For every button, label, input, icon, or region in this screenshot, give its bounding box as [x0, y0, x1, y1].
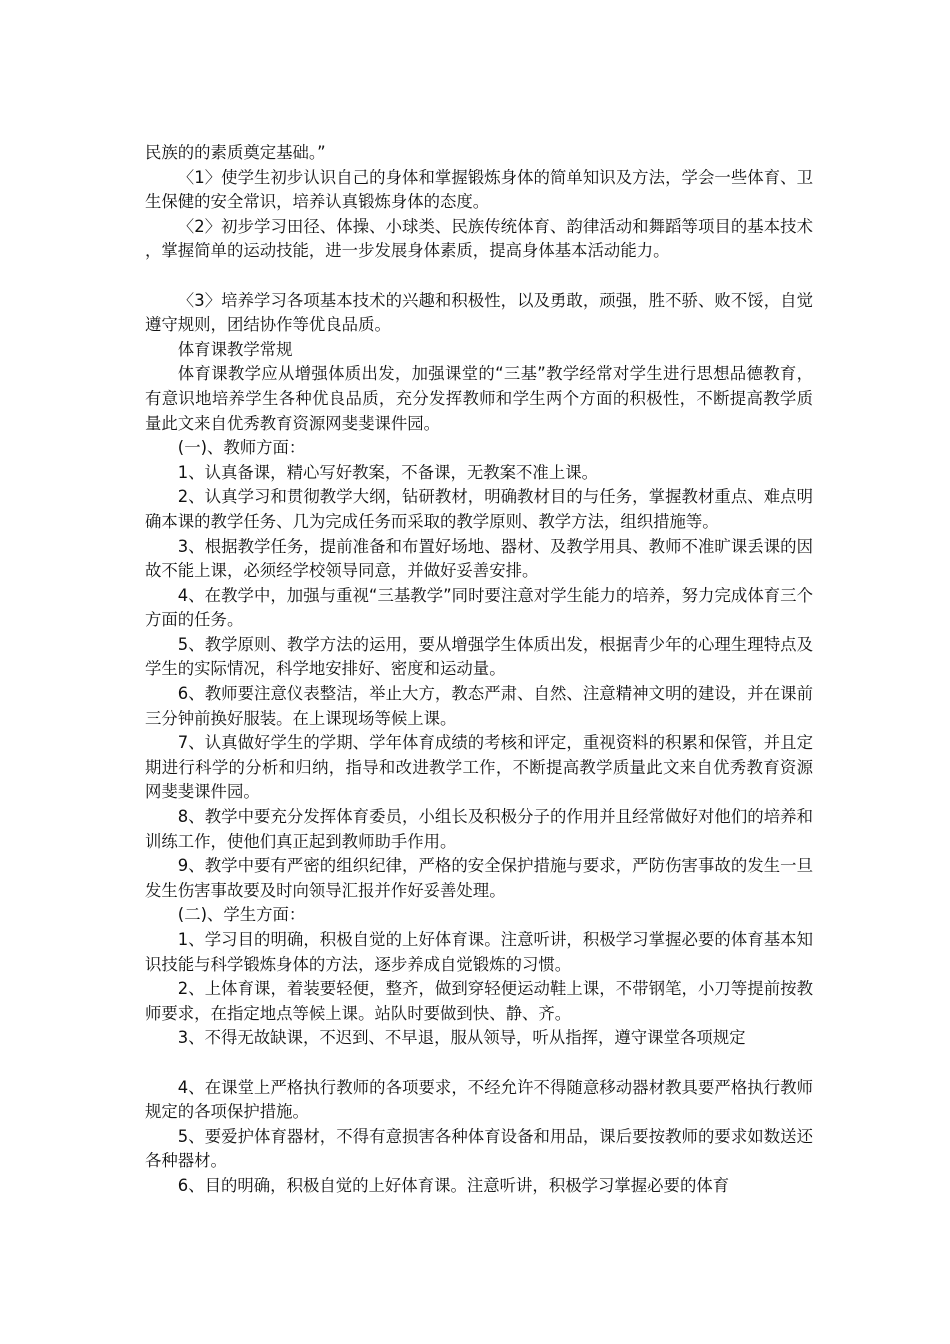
teacher-item-7: 7、认真做好学生的学期、学年体育成绩的考核和评定，重视资料的积累和保管，并且定期进行科学的分析和归纳，指导和改进教学工作，不断提高教学质量此文来自优秀教育资源网斐斐课件园。 — [145, 733, 813, 802]
student-item-5: 5、要爱护体育器材，不得有意损害各种体育设备和用品，课后要按教师的要求如数送还各种器材。 — [145, 1126, 813, 1171]
teacher-item-8: 8、教学中要充分发挥体育委员，小组长及积极分子的作用并且经常做好对他们的培养和训练工作，使他们真正起到教师助手作用。 — [145, 807, 813, 851]
paragraph-intro: 体育课教学应从增强体质出发，加强课堂的“三基”教学经常对学生进行思想品德教育，有意识地培养学生各种优良品质，充分发挥教师和学生两个方面的积极性，不断提高教学质量此文来自优秀教育资源网斐斐课件园。 — [145, 364, 813, 433]
student-item-6: 6、目的明确，积极自觉的上好体育课。注意听讲，积极学习掌握必要的体育 — [177, 1175, 730, 1195]
paragraph-goal-3: 〈3〉培养学习各项基本技术的兴趣和积极性，以及勇敢，顽强，胜不骄、败不馁，自觉遵守规则，团结协作等优良品质。 — [145, 290, 813, 335]
section-heading: 体育课教学常规 — [177, 339, 293, 359]
blank-line — [145, 1051, 813, 1076]
teacher-item-1: 1、认真备课，精心写好教案，不备课，无教案不准上课。 — [177, 462, 598, 482]
teacher-item-5: 5、教学原则、教学方法的运用，要从增强学生体质出发，根据青少年的心理生理特点及学生的实际情况，科学地安排好、密度和运动量。 — [145, 634, 813, 679]
paragraph-goal-1: 〈1〉使学生初步认识自己的身体和掌握锻炼身体的简单知识及方法，学会一些体育、卫生保健的安全常识，培养认真锻炼身体的态度。 — [145, 167, 813, 212]
paragraph-continuation: 民族的的素质奠定基础。” — [145, 143, 326, 162]
student-item-3: 3、不得无故缺课，不迟到、不早退，服从领导，听从指挥，遵守课堂各项规定 — [177, 1028, 746, 1048]
teacher-item-4: 4、在教学中，加强与重视“三基教学”同时要注意对学生能力的培养，努力完成体育三个方面的任务。 — [145, 585, 813, 630]
subsection-heading-student: (二)、学生方面： — [177, 905, 306, 925]
student-item-4: 4、在课堂上严格执行教师的各项要求，不经允许不得随意移动器材教具要严格执行教师规定的各项保护措施。 — [145, 1077, 813, 1122]
teacher-item-2: 2、认真学习和贯彻教学大纲，钻研教材，明确教材目的与任务，掌握教材重点、难点明确本课的教学任务、几为完成任务而采取的教学原则、教学方法，组织措施等。 — [145, 487, 813, 531]
student-item-2: 2、上体育课，着装要轻便，整齐，做到穿轻便运动鞋上课，不带钢笔，小刀等提前按教师要求，在指定地点等候上课。站队时要做到快、静、齐。 — [145, 979, 813, 1023]
teacher-item-6: 6、教师要注意仪表整洁，举止大方，教态严肃、自然、注意精神文明的建设，并在课前三分钟前换好服装。在上课现场等候上课。 — [145, 684, 813, 728]
teacher-item-3: 3、根据教学任务，提前准备和布置好场地、器材、及教学用具、教师不准旷课丢课的因故不能上课，必须经学校领导同意，并做好妥善安排。 — [145, 536, 813, 581]
subsection-heading-teacher: (一)、教师方面： — [177, 438, 306, 458]
blank-line — [145, 264, 813, 289]
paragraph-goal-2: 〈2〉初步学习田径、体操、小球类、民族传统体育、韵律活动和舞蹈等项目的基本技术，掌握简单的运动技能，进一步发展身体素质，提高身体基本活动能力。 — [145, 216, 813, 261]
document-page — [145, 141, 813, 1199]
student-item-1: 1、学习目的明确，积极自觉的上好体育课。注意听讲，积极学习掌握必要的体育基本知识技能与科学锻炼身体的方法，逐步养成自觉锻炼的习惯。 — [145, 930, 813, 974]
teacher-item-9: 9、教学中要有严密的组织纪律，严格的安全保护措施与要求，严防伤害事故的发生一旦发生伤害事故要及时向领导汇报并作好妥善处理。 — [145, 856, 813, 900]
